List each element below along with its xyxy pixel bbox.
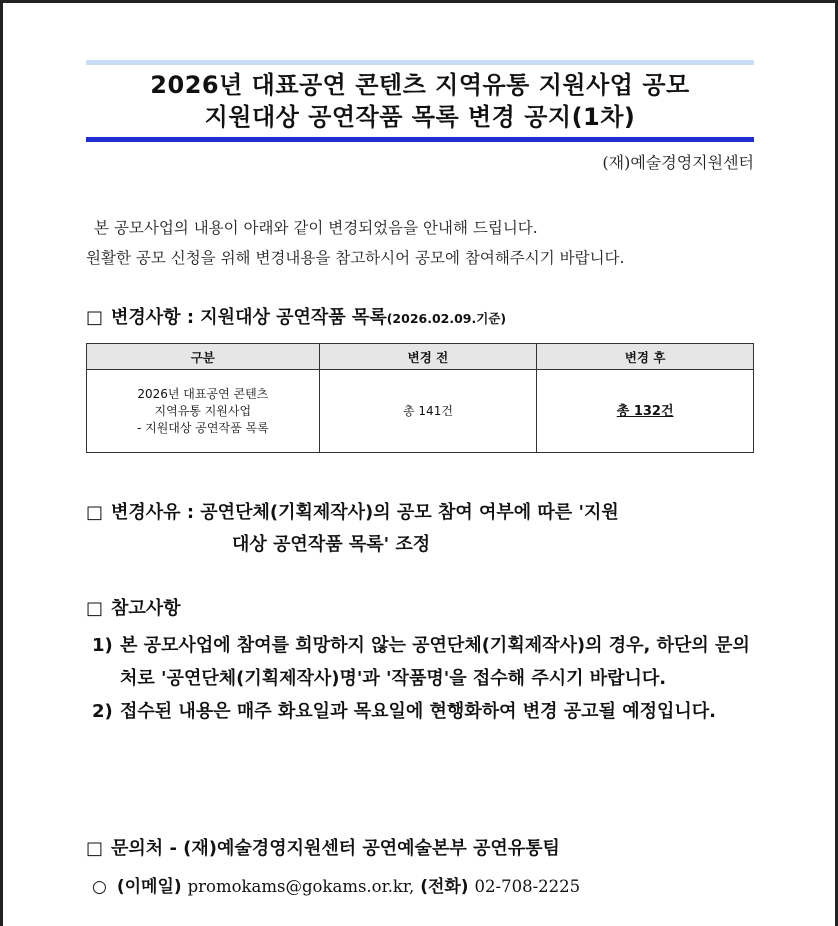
checkbox-bullet-icon: □: [86, 598, 104, 619]
cell-before: 총 141건: [319, 370, 537, 453]
contact-heading: [86, 836, 560, 862]
reference-item-number: 1): [92, 635, 113, 656]
email-link[interactable]: promokams@gokams.or.kr,: [187, 877, 415, 896]
cell-category: [87, 370, 320, 453]
category-line-1: 2026년 대표공연 콘텐츠: [137, 386, 269, 401]
reference-list: [92, 629, 756, 728]
checkbox-bullet-icon: □: [86, 838, 104, 859]
title-bottom-bar: [86, 137, 754, 142]
list-item: [92, 629, 756, 695]
list-item: [92, 695, 756, 728]
checkbox-bullet-icon: □: [86, 502, 104, 523]
reference-item-text: 접수된 내용은 매주 화요일과 목요일에 현행화하여 변경 공고될 예정입니다.: [120, 701, 716, 722]
phone-label: (전화): [420, 877, 469, 897]
contact-heading-text: 문의처 - (재)예술경영지원센터 공연예술본부 공연유통팀: [111, 838, 560, 859]
page-title: [86, 65, 754, 137]
reference-item-number: 2): [92, 701, 113, 722]
reference-heading: [86, 596, 181, 622]
organization-name: (재)예술경영지원센터: [602, 153, 754, 172]
reason-text-1: 변경사유 : 공연단체(기획제작사)의 공모 참여 여부에 따른 '지원: [111, 502, 619, 523]
contact-details: [92, 872, 580, 897]
intro-paragraph: [86, 213, 754, 273]
email-label: (이메일): [116, 877, 182, 897]
title-block: [86, 60, 754, 142]
change-heading-text: 변경사항 : 지원대상 공연작품 목록: [111, 307, 387, 328]
title-line-2: 지원대상 공연작품 목록 변경 공지(1차): [204, 103, 636, 131]
phone-number[interactable]: 02-708-2225: [474, 877, 581, 896]
circle-bullet-icon: ○: [92, 877, 107, 897]
reason-section: [86, 497, 754, 561]
intro-line-1: 본 공모사업의 내용이 아래와 같이 변경되었음을 안내해 드립니다.: [94, 219, 538, 237]
checkbox-bullet-icon: □: [86, 307, 104, 328]
table-header-row: [87, 344, 754, 370]
table-row: [87, 370, 754, 453]
header-category: 구분: [87, 344, 320, 370]
reference-heading-text: 참고사항: [111, 598, 181, 619]
category-line-3: - 지원대상 공연작품 목록: [136, 420, 269, 435]
header-before: 변경 전: [319, 344, 537, 370]
change-section-heading: [86, 305, 506, 332]
reason-line-1: [86, 497, 754, 529]
category-line-2: 지역유통 지원사업: [154, 403, 252, 418]
reference-item-text: 본 공모사업에 참여를 희망하지 않는 공연단체(기획제작사)의 경우, 하단의 문의처로 '공연단체(기획제작사)명'과 '작품명'을 접수해 주시기 바랍니다.: [120, 635, 750, 689]
intro-line-2: 원활한 공모 신청을 위해 변경내용을 참고하시어 공모에 참여해주시기 바랍니다.: [86, 249, 625, 267]
header-after: 변경 후: [537, 344, 754, 370]
cell-after: 총 132건: [537, 370, 754, 453]
change-date-note: (2026.02.09.기준): [386, 311, 507, 326]
title-line-1: 2026년 대표공연 콘텐츠 지역유통 지원사업 공모: [150, 71, 690, 99]
change-table: [86, 343, 754, 453]
reason-line-2: 대상 공연작품 목록' 조정: [232, 534, 431, 555]
